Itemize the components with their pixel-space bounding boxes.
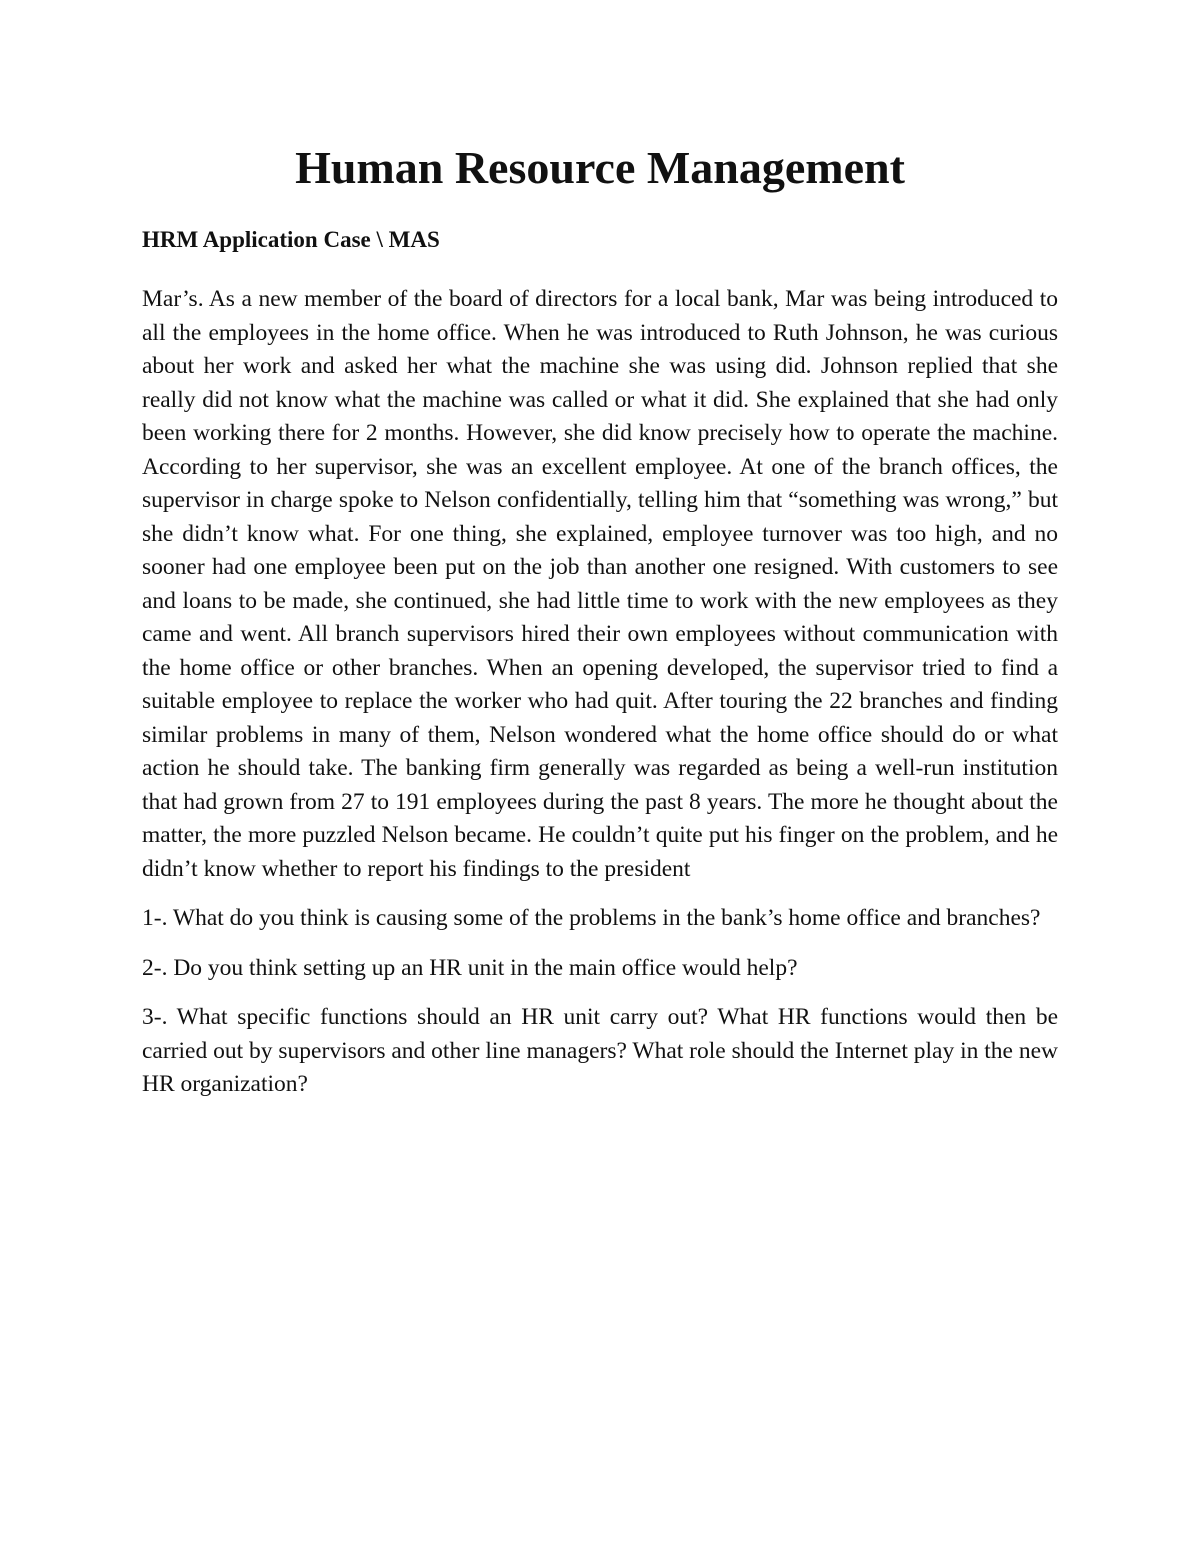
case-body [142, 283, 1058, 1102]
question-3: 3-. What specific functions should an HR unit carry out? What HR functions would then be carried out by supervisors and other line managers? What role should the Internet play in the new HR organization? [142, 1004, 1058, 1097]
page-title: Human Resource Management [295, 142, 905, 193]
question-2: 2-. Do you think setting up an HR unit in the main office would help? [142, 954, 798, 981]
case-subtitle: HRM Application Case \ MAS [142, 227, 440, 252]
case-paragraph: Mar’s. As a new member of the board of directors for a local bank, Mar was being introduced to all the employees in the home office. When he was introduced to Ruth Johnson, he was curious about her work and asked her what the machine she was using did. Johnson replied that she really did not know what the machine was called or what it did. She explained that she had only been working there for 2 months. However, she did know precisely how to operate the machine. According to her supervisor, she was an excellent employee. At one of the branch offices, the supervisor in charge spoke to Nelson confidentially, telling him that “something was wrong,” but she didn’t know what. For one thing, she explained, employee turnover was too high, and no sooner had one employee been put on the job than another one resigned. With customers to see and loans to be made, she continued, she had little time to work with the new employees as they came and went. All branch supervisors hired their own employees without communication with the home office or other branches. When an opening developed, the supervisor tried to find a suitable employee to replace the worker who had quit. After touring the 22 branches and finding similar problems in many of them, Nelson wondered what the home office should do or what action he should take. The banking firm generally was regarded as being a well-run institution that had grown from 27 to 191 employees during the past 8 years. The more he thought about the matter, the more puzzled Nelson became. He couldn’t quite put his finger on the problem, and he didn’t know whether to report his findings to the president [142, 286, 1058, 882]
question-1: 1-. What do you think is causing some of the problems in the bank’s home office and branches? [142, 905, 1041, 931]
